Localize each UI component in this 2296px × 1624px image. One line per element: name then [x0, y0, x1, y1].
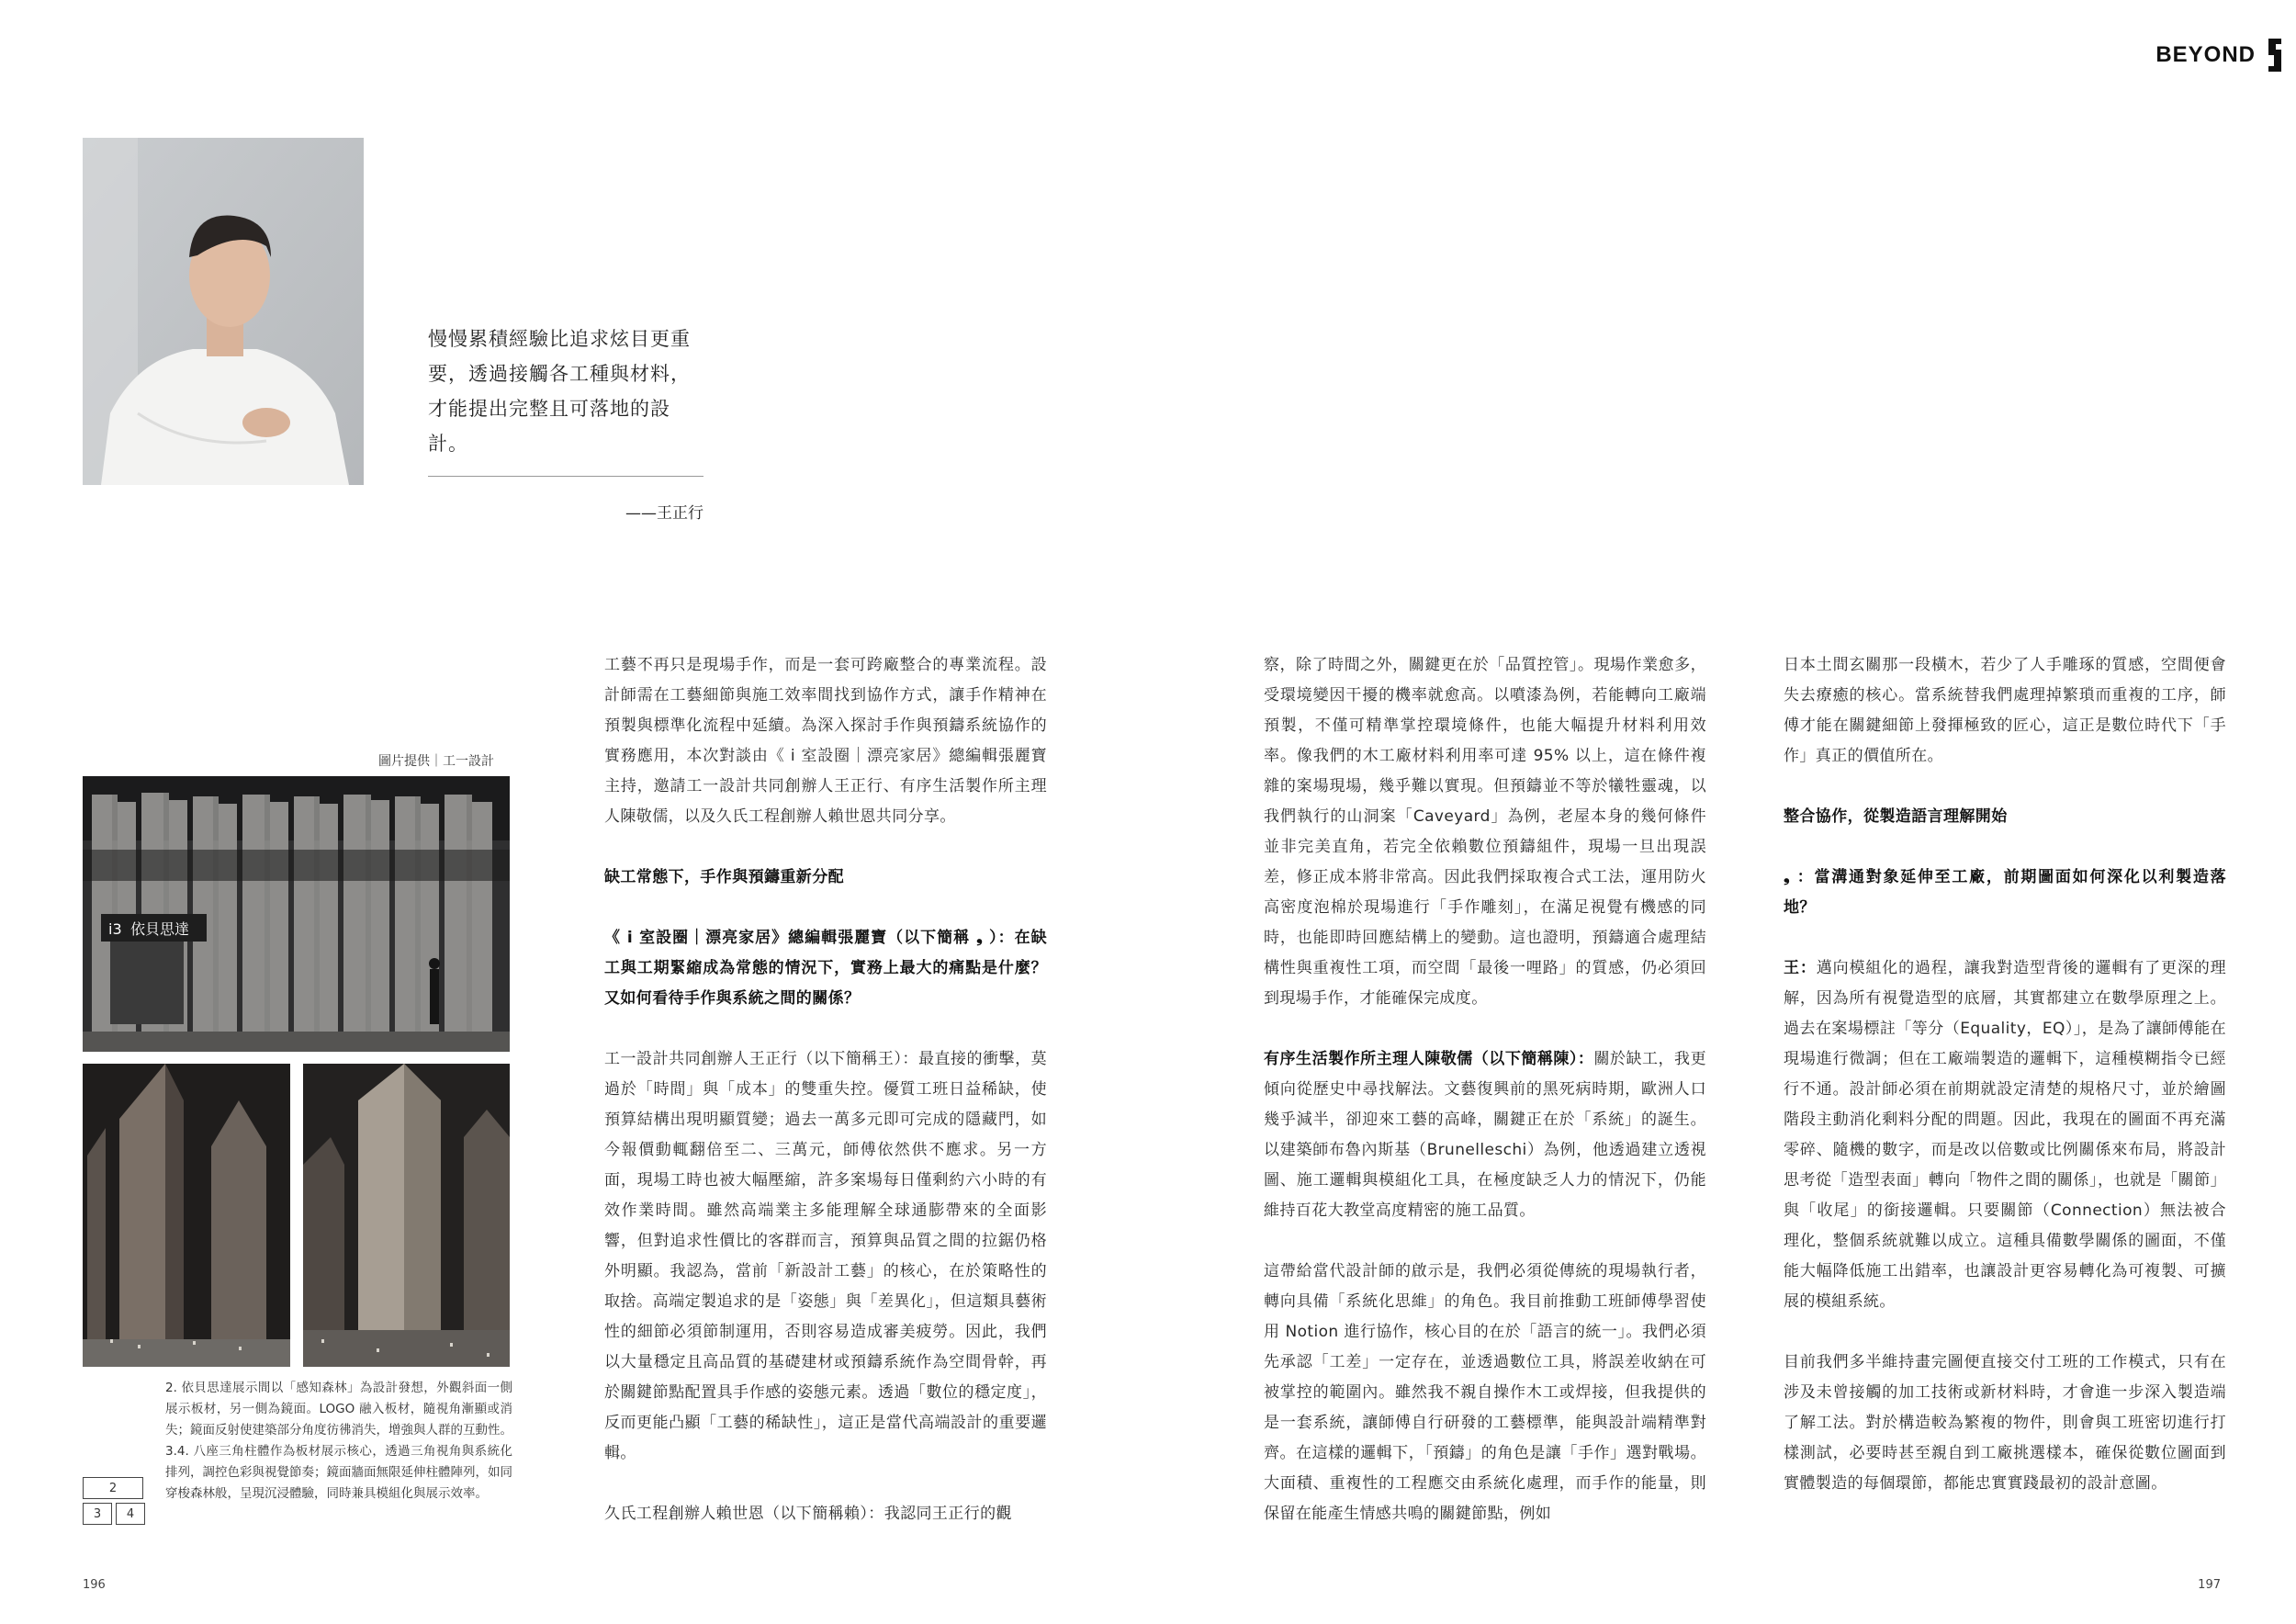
article-column-2: [1264, 650, 1706, 1529]
section-heading: 整合協作，從製造語言理解開始: [1784, 807, 2008, 826]
interview-question: ❟ ：當溝通對象延伸至工廠，前期圖面如何深化以利製造落地？: [1784, 868, 2226, 917]
paragraph: 工一設計共同創辦人王正行（以下簡稱王）：最直接的衝擊，莫過於「時間」與「成本」的雙重失控。優質工班日益稀缺，使預算結構出現明顯質變；過去一萬多元即可完成的隱藏門，如今報價動輒翻倍至二、三萬元，師傅依然供不應求。另一方面，現場工時也被大幅壓縮，許多案場每日僅剩約六小時的有效作業時間。雖然高端業主多能理解全球通膨帶來的全面影響，但對追求性價比的客群而言，預算與品質之間的拉鋸仍格外明顯。我認為，當前「新設計工藝」的核心，在於策略性的取捨。高端定製追求的是「姿態」與「差異化」，但這類具藝術性的細節必須節制運用，否則容易造成審美疲勞。因此，我們以大量穩定且高品質的基礎建材或預鑄系統作為空間骨幹，再於關鍵節點配置具手作感的姿態元素。透過「數位的穩定度」，反而更能凸顯「工藝的稀缺性」，這正是當代高端設計的重要邏輯。: [604, 1050, 1047, 1462]
pull-quote: [428, 321, 703, 523]
forest-pillars-photo-left: [83, 1064, 290, 1367]
interview-question: 《 i 室設圈｜漂亮家居》總編輯張麗寶（以下簡稱 ❟ ）：在缺工與工期緊縮成為常態的情況下，實務上最大的痛點是什麼？又如何看待手作與系統之間的關係？: [604, 929, 1047, 1008]
image-caption: 2. 依貝思達展示間以「感知森林」為設計發想，外觀斜面一側展示板材，另一側為鏡面。LOGO 融入板材，隨視角漸顯或消失；鏡面反射使建築部分角度彷彿消失，增強與人群的互動性。3.4. 八座三角柱體作為板材展示核心，透過三角視角與系統化排列，調控色彩與視覺節奏；鏡面牆面無限延伸柱體陣列，如同穿梭森林般，呈現沉浸體驗，同時兼具模組化與展示效率。: [165, 1381, 512, 1501]
exhibition-facade-photo: [83, 776, 510, 1052]
brand-header: [2155, 37, 2285, 73]
article-column-1: [604, 650, 1047, 1529]
paragraph: 工藝不再只是現場手作，而是一套可跨廠整合的專業流程。設計師需在工藝細節與施工效率間找到協作方式，讓手作精神在預製與標準化流程中延續。為深入探討手作與預鑄系統協作的實務應用，本次對談由《 i 室設圈｜漂亮家居》總編輯張麗寶主持，邀請工一設計共同創辦人王正行、有序生活製作所主理人陳敬儒，以及久氏工程創辦人賴世恩共同分享。: [604, 656, 1047, 826]
paragraph: 久氏工程創辦人賴世恩（以下簡稱賴）：我認同王正行的觀: [604, 1505, 1012, 1523]
index-box-3: 3: [83, 1503, 112, 1525]
sign-logo-text: i3: [108, 920, 122, 938]
quote-line: 才能提出完整且可落地的設計。: [428, 398, 670, 455]
quote-divider: [428, 476, 703, 477]
page-number-left: 196: [83, 1578, 106, 1592]
index-box-2: 2: [83, 1477, 143, 1499]
section-heading: 缺工常態下，手作與預鑄重新分配: [604, 868, 844, 886]
paragraph: 有序生活製作所主理人陳敬儒（以下簡稱陳）：關於缺工，我更傾向從歷史中尋找解法。文藝復興前的黑死病時期，歐洲人口幾乎減半，卻迎來工藝的高峰，關鍵正在於「系統」的誕生。以建築師布魯內斯基（Brunelleschi）為例，他透過建立透視圖、施工邏輯與模組化工具，在極度缺乏人力的情況下，仍能維持百花大教堂高度精密的施工品質。: [1264, 1050, 1706, 1220]
quote-line: 慢慢累積經驗比追求炫目更重: [428, 328, 691, 350]
brand-logo-icon: [2265, 37, 2285, 73]
index-box-4: 4: [116, 1503, 145, 1525]
quote-text: [428, 321, 703, 461]
brand-name: BEYOND: [2155, 42, 2256, 67]
speaker-label: 王：: [1784, 959, 1817, 977]
sign-name-text: 依貝思達: [130, 920, 190, 938]
paragraph: 察，除了時間之外，關鍵更在於「品質控管」。現場作業愈多，受環境變因干擾的機率就愈高。以噴漆為例，若能轉向工廠端預製，不僅可精準掌控環境條件，也能大幅提升材料利用效率。像我們的木工廠材料利用率可達 95% 以上，這在條件複雜的案場現場，幾乎難以實現。但預鑄並不等於犧牲靈魂，以我們執行的山洞案「Caveyard」為例，老屋本身的幾何條件並非完美直角，若完全依賴數位預鑄組件，現場一旦出現誤差，修正成本將非常高。因此我們採取複合式工法，運用防火高密度泡棉於現場進行「手作雕刻」，在滿足視覺有機感的同時，也能即時回應結構上的變動。這也證明，預鑄適合處理結構性與重複性工項，而空間「最後一哩路」的質感，仍必須回到現場手作，才能確保完成度。: [1264, 656, 1706, 1008]
forest-pillars-photo-right: [303, 1064, 510, 1367]
quote-author: ——王正行: [625, 504, 703, 523]
paragraph: 王：邁向模組化的過程，讓我對造型背後的邏輯有了更深的理解，因為所有視覺造型的底層，其實都建立在數學原理之上。過去在案場標註「等分（Equality，EQ）」，是為了讓師傅能在現場進行微調；但在工廠端製造的邏輯下，這種模糊指令已經行不通。設計師必須在前期就設定清楚的規格尺寸，並於繪圖階段主動消化剩料分配的問題。因此，我現在的圖面不再充滿零碎、隨機的數字，而是改以倍數或比例關係來布局，將設計思考從「造型表面」轉向「物件之間的關係」，也就是「關節」與「收尾」的銜接邏輯。只要關節（Connection）無法被合理化，整個系統就難以成立。這種具備數學關係的圖面，不僅能大幅降低施工出錯率，也讓設計更容易轉化為可複製、可擴展的模組系統。: [1784, 959, 2226, 1311]
portrait-photo: [83, 138, 364, 485]
paragraph: 日本土間玄關那一段橫木，若少了人手雕琢的質感，空間便會失去療癒的核心。當系統替我們處理掉繁瑣而重複的工序，師傅才能在關鍵細節上發揮極致的匠心，這正是數位時代下「手作」真正的價值所在。: [1784, 656, 2226, 765]
paragraph: 這帶給當代設計師的啟示是，我們必須從傳統的現場執行者，轉向具備「系統化思維」的角色。我目前推動工班師傅學習使用 Notion 進行協作，核心目的在於「語言的統一」。我們必須先承認「工差」一定存在，並透過數位工具，將誤差收納在可被掌控的範圍內。雖然我不親自操作木工或焊接，但我提供的是一套系統，讓師傅自行研發的工藝標準，能與設計端精準對齊。在這樣的邏輯下，「預鑄」的角色是讓「手作」選對戰場。大面積、重複性的工程應交由系統化處理，而手作的能量，則保留在能產生情感共鳴的關鍵節點，例如: [1264, 1262, 1706, 1523]
quote-line: 要，透過接觸各工種與材料，: [428, 363, 691, 385]
paragraph: 目前我們多半維持畫完圖便直接交付工班的工作模式，只有在涉及未曾接觸的加工技術或新材料時，才會進一步深入製造端了解工法。對於構造較為繁複的物件，則會與工班密切進行打樣測試，必要時甚至親自到工廠挑選樣本，確保從數位圖面到實體製造的每個環節，都能忠實實踐最初的設計意圖。: [1784, 1353, 2226, 1493]
photo-credit: 圖片提供｜工一設計: [378, 754, 494, 769]
page-number-right: 197: [2198, 1578, 2221, 1592]
article-column-3: [1784, 650, 2226, 1499]
speaker-label: 有序生活製作所主理人陳敬儒（以下簡稱陳）：: [1264, 1050, 1594, 1068]
